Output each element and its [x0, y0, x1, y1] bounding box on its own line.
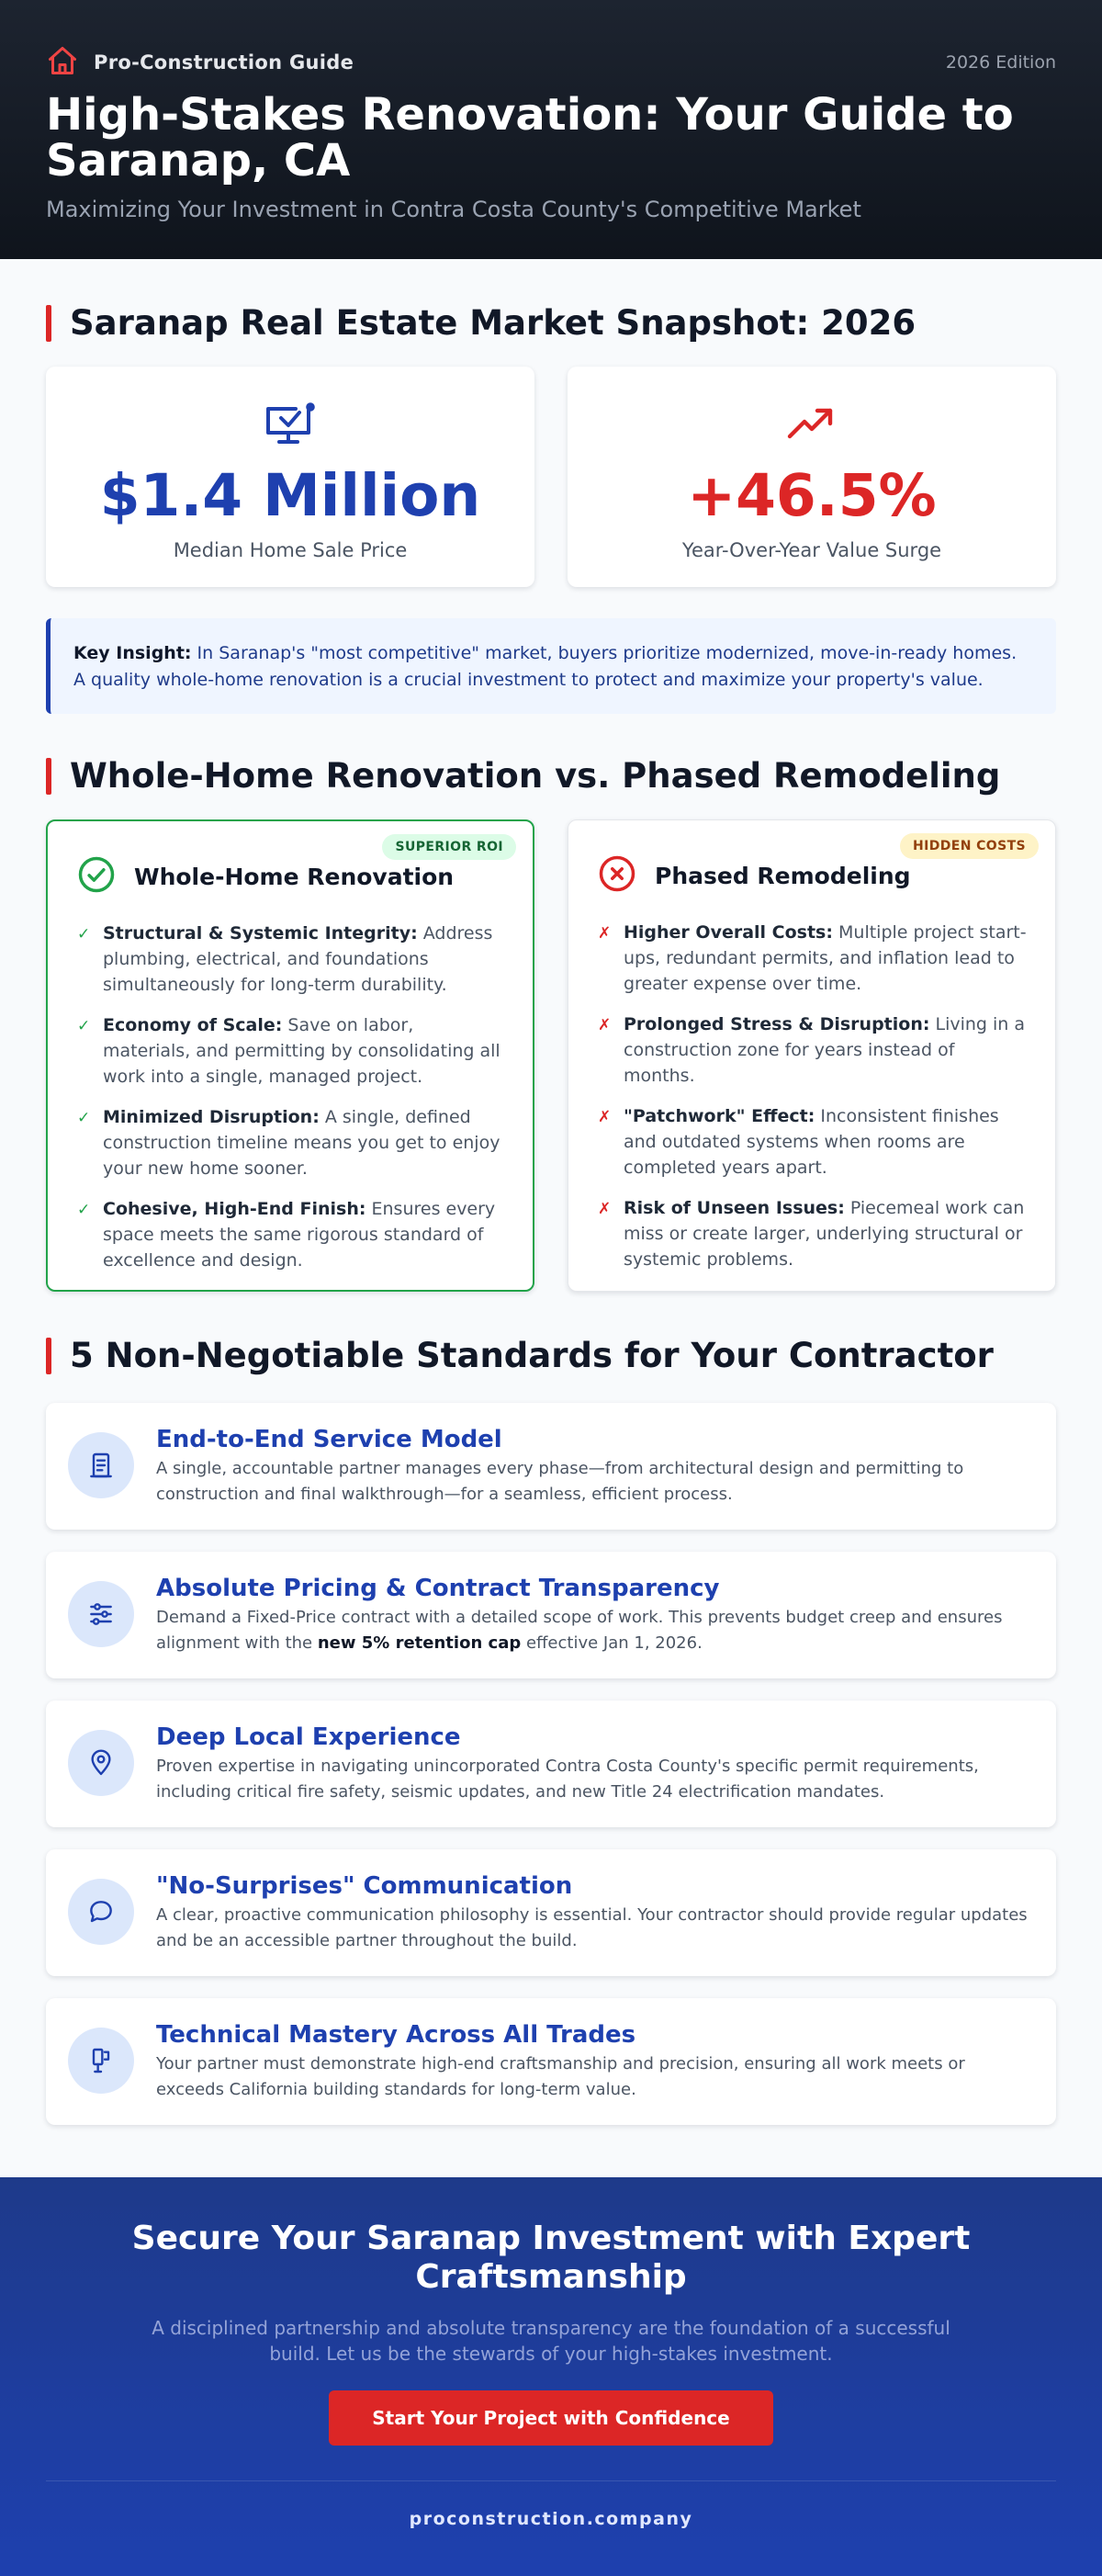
section-accent-bar: [46, 305, 51, 342]
retention-cap-highlight: new 5% retention cap: [317, 1633, 522, 1653]
brand[interactable]: [46, 44, 354, 81]
list-item: ✓ Minimized Disruption: A single, defined construction timeline means you get to enjoy your new home sooner.: [77, 1104, 505, 1181]
cross-icon: ✗: [598, 1016, 612, 1034]
list-item: ✗ Prolonged Stress & Disruption: Living in a construction zone for years instead of months.: [598, 1011, 1028, 1089]
check-icon: ✓: [77, 1201, 91, 1219]
standard-text: Proven expertise in navigating unincorporated Contra Costa County's specific permit requirements, including critical fire safety, seismic updates, and new Title 24 electrification mandates.: [156, 1757, 979, 1802]
list-item: ✓ Economy of Scale: Save on labor, materials, and permitting by consolidating all work into a single, managed project.: [77, 1012, 505, 1090]
standard-text: A clear, proactive communication philosophy is essential. Your contractor should provide regular updates and be an accessible partner throughout the build.: [156, 1905, 1028, 1950]
stat-value-value-surge: +46.5%: [687, 462, 937, 529]
whole-home-title: Whole-Home Renovation: [134, 863, 455, 890]
key-insight-callout: [46, 618, 1056, 714]
cta-title: Secure Your Saranap Investment with Expert Craftsmanship: [131, 2220, 971, 2296]
standards-section-title: 5 Non-Negotiable Standards for Your Contractor: [46, 1336, 1056, 1375]
standard-card-technical-mastery: [46, 1998, 1056, 2125]
cta-text: A disciplined partnership and absolute transparency are the foundation of a successful build. Let us be the stewards of your high-stakes investment.: [152, 2317, 950, 2365]
whole-home-card: [46, 819, 534, 1292]
stat-card-value-surge: [568, 367, 1056, 587]
standard-body: [156, 1574, 1038, 1656]
standard-title: Technical Mastery Across All Trades: [156, 2021, 636, 2049]
standard-body: [156, 2020, 1038, 2103]
standards-list: [46, 1403, 1056, 2125]
cta-footer: [0, 2177, 1102, 2576]
hidden-costs-badge: HIDDEN COSTS: [900, 833, 1039, 859]
check-icon: ✓: [77, 1109, 91, 1127]
header: [0, 0, 1102, 259]
standard-text: Your partner must demonstrate high-end craftsmanship and precision, ensuring all work meets or exceeds California building standards for long-term value.: [156, 2054, 965, 2099]
list-item: ✗ Risk of Unseen Issues: Piecemeal work can miss or create larger, underlying structural or systemic problems.: [598, 1195, 1028, 1272]
page-subtitle: Maximizing Your Investment in Contra Costa County's Competitive Market: [46, 197, 861, 222]
standard-card-pricing: [46, 1552, 1056, 1678]
stats-row: [46, 367, 1056, 587]
standard-card-local-experience: [46, 1700, 1056, 1827]
standard-card-end-to-end: [46, 1403, 1056, 1530]
website-link[interactable]: proconstruction.company: [409, 2509, 693, 2529]
standard-title: End-to-End Service Model: [156, 1426, 502, 1453]
check-icon: ✓: [77, 1017, 91, 1035]
whole-home-card-header: [77, 854, 505, 898]
tools-icon: [68, 2028, 134, 2094]
stat-value-median-price: $1.4 Million: [99, 462, 481, 529]
stat-label-median-price: Median Home Sale Price: [173, 539, 408, 561]
insight-text: In Saranap's "most competitive" market, buyers prioritize modernized, move-in-ready homes. A quality whole-home renovation is a crucial investment to protect and maximize your property's value.: [73, 643, 1018, 690]
phased-card-header: [598, 853, 1028, 898]
standard-text: Demand a Fixed-Price contract with a detailed scope of work. This prevents budget creep and ensures alignment with the new 5% retention cap effective Jan 1, 2026.: [156, 1608, 1003, 1653]
superior-roi-badge: SUPERIOR ROI: [382, 834, 516, 860]
monitor-check-icon: [263, 401, 318, 453]
list-item: ✓ Structural & Systemic Integrity: Address plumbing, electrical, and foundations simultaneously for long-term durability.: [77, 921, 505, 998]
trending-up-icon: [784, 401, 839, 453]
standards-section: [0, 1336, 1102, 2125]
page-title: High-Stakes Renovation: Your Guide to Saranap, CA: [46, 89, 1014, 186]
stat-label-value-surge: Year-Over-Year Value Surge: [681, 539, 942, 561]
phased-drawbacks-list: [598, 920, 1028, 1272]
home-icon: [46, 44, 79, 81]
chat-bubble-icon: [68, 1879, 134, 1945]
check-icon: ✓: [77, 925, 91, 943]
brand-name: Pro-Construction Guide: [94, 51, 354, 73]
cross-icon: ✗: [598, 1200, 612, 1218]
standard-title: "No-Surprises" Communication: [156, 1872, 573, 1900]
brand-row: [46, 44, 1056, 81]
market-section-title: Saranap Real Estate Market Snapshot: 2026: [46, 303, 1056, 343]
standard-body: [156, 1723, 1038, 1805]
cross-icon: ✗: [598, 1108, 612, 1126]
standard-title: Absolute Pricing & Contract Transparency: [156, 1575, 720, 1602]
list-item: ✓ Cohesive, High-End Finish: Ensures every space meets the same rigorous standard of excellence and design.: [77, 1196, 505, 1273]
edition-label: 2026 Edition: [945, 52, 1056, 73]
x-circle-icon: [598, 854, 636, 897]
map-pin-icon: [68, 1730, 134, 1796]
standard-card-communication: [46, 1849, 1056, 1976]
standard-body: [156, 1871, 1038, 1954]
section-accent-bar: [46, 758, 51, 795]
section-accent-bar: [46, 1338, 51, 1374]
list-item: ✗ Higher Overall Costs: Multiple project start-ups, redundant permits, and inflation lead to greater expense over time.: [598, 920, 1028, 997]
standard-title: Deep Local Experience: [156, 1723, 461, 1751]
comparison-row: [46, 819, 1056, 1292]
cross-icon: ✗: [598, 924, 612, 943]
whole-home-benefits-list: [77, 921, 505, 1273]
phased-title: Phased Remodeling: [655, 862, 911, 889]
footer-divider: [46, 2480, 1056, 2481]
start-project-button[interactable]: Start Your Project with Confidence: [329, 2390, 773, 2446]
check-circle-icon: [77, 855, 116, 898]
standard-text: A single, accountable partner manages every phase—from architectural design and permitting to construction and final walkthrough—for a seamless, efficient process.: [156, 1459, 964, 1504]
standard-body: [156, 1425, 1038, 1508]
list-item: ✗ "Patchwork" Effect: Inconsistent finishes and outdated systems when rooms are completed years apart.: [598, 1103, 1028, 1181]
sliders-icon: [68, 1581, 134, 1647]
comparison-section: [0, 756, 1102, 1292]
clipboard-icon: [68, 1432, 134, 1498]
insight-label: Key Insight:: [73, 643, 192, 663]
market-section: [0, 303, 1102, 714]
stat-card-median-price: [46, 367, 534, 587]
phased-remodeling-card: [568, 819, 1056, 1292]
comparison-section-title: Whole-Home Renovation vs. Phased Remodeling: [46, 756, 1056, 796]
